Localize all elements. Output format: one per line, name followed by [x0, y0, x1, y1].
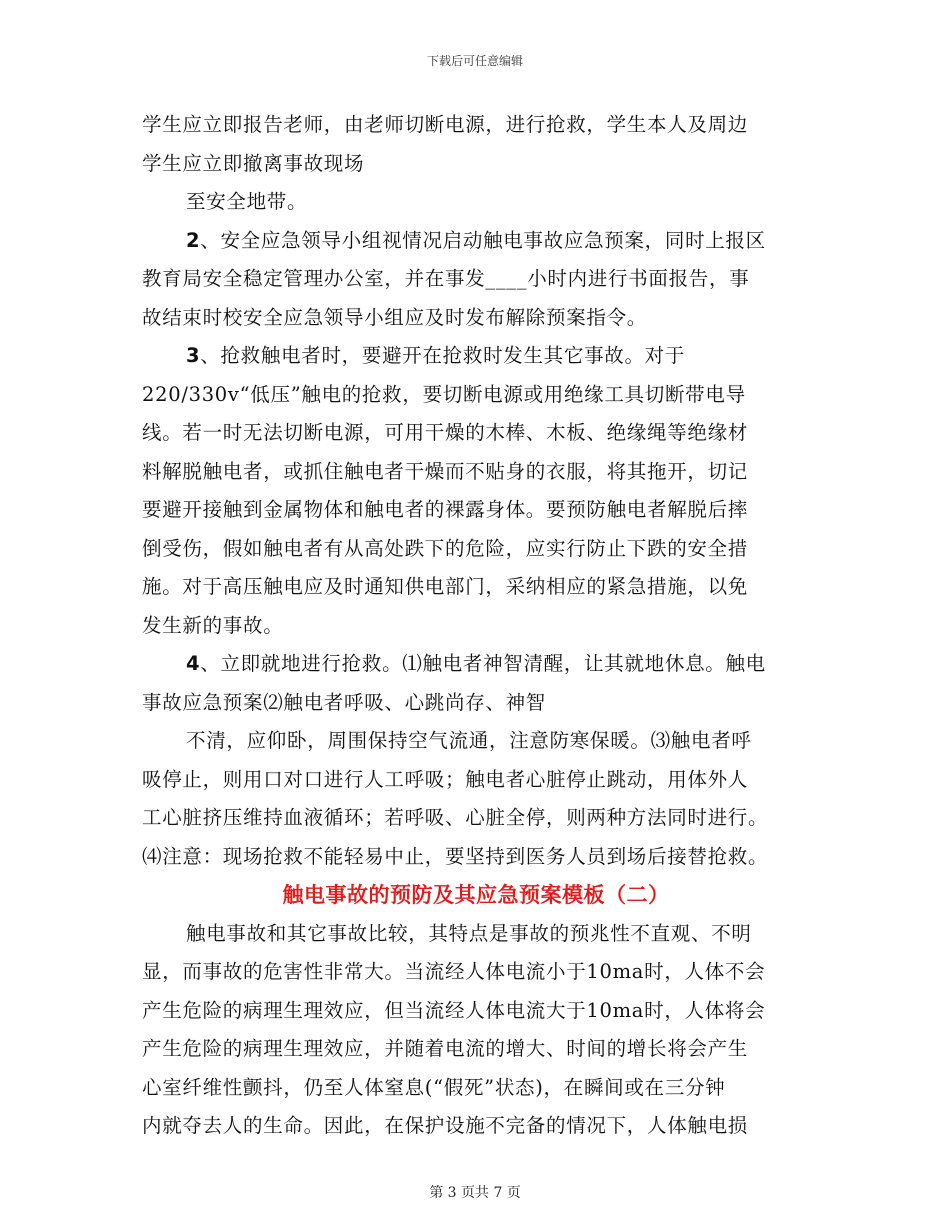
text-line: 故结束时校安全应急领导小组应及时发布解除预案指令。 — [142, 305, 648, 329]
text-line: 线。若一时无法切断电源，可用干燥的木棒、木板、绝缘绳等绝缘材 — [142, 421, 749, 444]
text-line: 学生应立即撤离事故现场 — [142, 151, 365, 175]
page-header: 下载后可任意编辑 — [426, 54, 523, 68]
page-footer: 第 3 页共 7 页 — [429, 1185, 521, 1201]
text-line: 产生危险的病理生理效应，并随着电流的增大、时间的增长将会产生 — [142, 1037, 749, 1060]
text-line: ⑷注意：现场抢救不能轻易中止，要坚持到医务人员到场后接替抢救。 — [142, 844, 769, 868]
text-line: 要避开接触到金属物体和触电者的裸露身体。要预防触电者解脱后摔 — [142, 498, 749, 521]
item-number: 4 — [186, 652, 201, 675]
text-line: 产生危险的病理生理效应，但当流经人体电流大于10ma时，人体将会 — [142, 998, 766, 1022]
text-line: 工心脏挤压维持血液循环；若呼吸、心脏全停，则两种方法同时进行。 — [142, 806, 769, 829]
text-line: 学生应立即报告老师，由老师切断电源，进行抢救，学生本人及周边 — [142, 113, 749, 136]
text-line: 触电事故和其它事故比较，其特点是事故的预兆性不直观、不明 — [186, 921, 752, 945]
text-line: 倒受伤，假如触电者有从高处跌下的危险，应实行防止下跌的安全措 — [142, 536, 749, 560]
text-line: 显，而事故的危害性非常大。当流经人体电流小于10ma时，人体不会 — [142, 960, 766, 983]
text-line: 心室纤维性颤抖，仍至人体窒息(“假死”状态)，在瞬间或在三分钟 — [142, 1075, 726, 1099]
text-line: 至安全地带。 — [186, 190, 308, 213]
paragraph-3-start: 3、抢救触电者时，要避开在抢救时发生其它事故。对于 — [186, 344, 686, 367]
text-line: 吸停止，则用口对口进行人工呼吸；触电者心脏停止跳动，用体外人 — [142, 767, 749, 791]
text-line: 教育局安全稳定管理办公室，并在事发____小时内进行书面报告，事 — [142, 267, 750, 290]
text-line: 施。对于高压触电应及时通知供电部门，采纳相应的紧急措施，以免 — [142, 575, 749, 598]
section-title: 触电事故的预防及其应急预案模板（二） — [282, 883, 670, 907]
item-number: 3 — [186, 344, 201, 367]
text-line: 料解脱触电者，或抓住触电者干燥而不贴身的衣服，将其拖开，切记 — [142, 459, 749, 483]
text-line: 内就夺去人的生命。因此，在保护设施不完备的情况下，人体触电损 — [142, 1114, 749, 1137]
text-line: 发生新的事故。 — [142, 613, 284, 637]
document-body — [142, 106, 810, 1146]
paragraph-2-start: 2、安全应急领导小组视情况启动触电事故应急预案，同时上报区 — [186, 228, 766, 252]
text-line: 事故应急预案⑵触电者呼吸、心跳尚存、神智 — [142, 690, 547, 714]
text-line: 220/330v“低压”触电的抢救，要切断电源或用绝缘工具切断带电导 — [142, 382, 746, 406]
text-line: 不清，应仰卧，周围保持空气流通，注意防寒保暖。⑶触电者呼 — [186, 729, 752, 752]
item-number: 2 — [186, 228, 201, 252]
paragraph-4-start: 4、立即就地进行抢救。⑴触电者神智清醒，让其就地休息。触电 — [186, 652, 766, 675]
